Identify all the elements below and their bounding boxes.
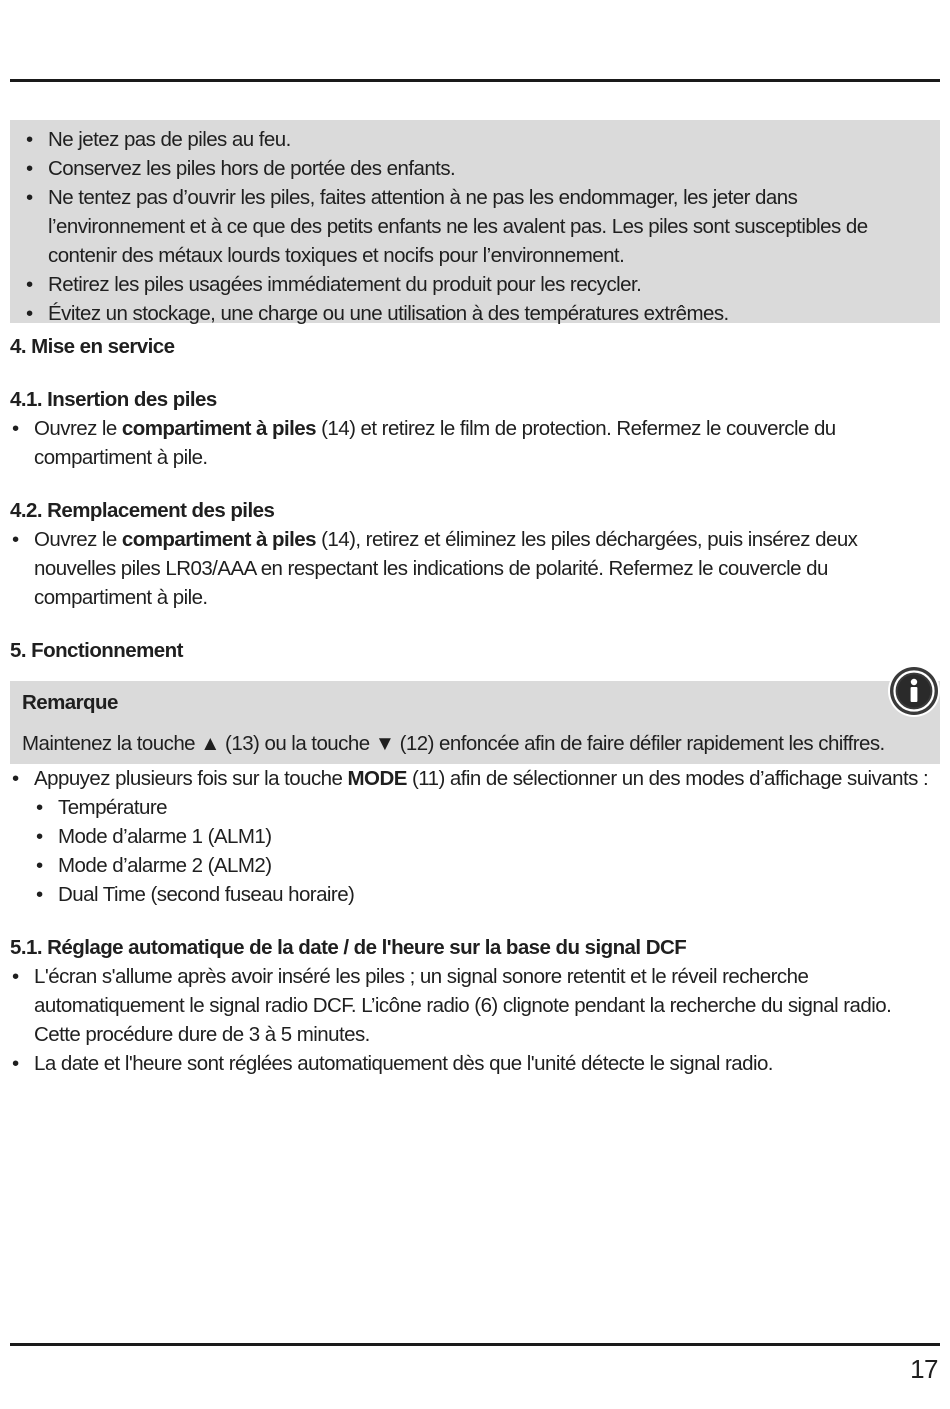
- insertion-text-suffix: (14) et retirez le film de protection. Refermez le couvercle du compartiment à pile.: [34, 417, 836, 469]
- replacement-list: [10, 525, 940, 612]
- list-item: • Évitez un stockage, une charge ou une utilisation à des températures extrêmes.: [24, 299, 930, 328]
- replacement-text-bold: compartiment à piles: [121, 528, 316, 551]
- mode-text-prefix: Appuyez plusieurs fois sur la touche: [34, 767, 348, 790]
- page-content: [10, 120, 940, 1078]
- replacement-text-suffix: (14), retirez et éliminez les piles déchargées, puis insérez deux nouvelles piles LR03/AAA en respectant les indications de polarité. Refermez le couvercle du compartiment à pile.: [34, 528, 858, 609]
- list-item: • Température: [34, 793, 940, 822]
- section-heading-fonctionnement: 5. Fonctionnement: [10, 639, 183, 662]
- subsection-heading-remplacement: 4.2. Remplacement des piles: [10, 499, 275, 522]
- list-item: [10, 525, 940, 612]
- note-box: [10, 681, 940, 764]
- battery-warning-box: [10, 120, 940, 323]
- list-item: [10, 414, 940, 472]
- list-item: • Mode d’alarme 2 (ALM2): [34, 851, 940, 880]
- top-rule: [10, 79, 940, 82]
- insertion-text-bold: compartiment à piles: [121, 417, 316, 440]
- mode-list: [10, 764, 940, 909]
- insertion-list: [10, 414, 940, 472]
- list-item: • Dual Time (second fuseau horaire): [34, 880, 940, 909]
- list-item: • Mode d’alarme 1 (ALM1): [34, 822, 940, 851]
- replacement-text-prefix: Ouvrez le: [34, 528, 122, 551]
- warning-list: [24, 125, 930, 328]
- info-icon: [887, 664, 941, 718]
- list-item: • La date et l'heure sont réglées automatiquement dès que l'unité détecte le signal radio.: [10, 1049, 940, 1078]
- subsection-heading-insertion: 4.1. Insertion des piles: [10, 388, 217, 411]
- insertion-text-prefix: Ouvrez le: [34, 417, 122, 440]
- list-item: • Ne jetez pas de piles au feu.: [24, 125, 930, 154]
- dcf-list: [10, 962, 940, 1078]
- note-title: Remarque: [22, 691, 118, 714]
- list-item: [10, 764, 940, 909]
- note-text: Maintenez la touche ▲ (13) ou la touche ▼ (12) enfoncée afin de faire défiler rapidement les chiffres.: [22, 732, 885, 755]
- section-heading-mise-en-service: 4. Mise en service: [10, 335, 175, 358]
- list-item: • Ne tentez pas d’ouvrir les piles, faites attention à ne pas les endommager, les jeter dans l’environnement et à ce que des petits enfants ne les avalent pas. Les piles sont susceptibles de contenir des métaux lourds toxiques et nocifs pour l’environnement.: [24, 183, 930, 270]
- subsection-heading-dcf: 5.1. Réglage automatique de la date / de l'heure sur la base du signal DCF: [10, 936, 687, 959]
- mode-text-bold: MODE: [347, 767, 407, 790]
- list-item: • Retirez les piles usagées immédiatement du produit pour les recycler.: [24, 270, 930, 299]
- page-number: 17: [910, 1354, 938, 1384]
- list-item: • L'écran s'allume après avoir inséré les piles ; un signal sonore retentit et le réveil recherche automatiquement le signal radio DCF. L’icône radio (6) clignote pendant la recherche du signal radio. Cette procédure dure de 3 à 5 minutes.: [10, 962, 940, 1049]
- bottom-rule: [10, 1343, 940, 1346]
- list-item: • Conservez les piles hors de portée des enfants.: [24, 154, 930, 183]
- display-modes-list: [34, 793, 940, 909]
- mode-text-suffix: (11) afin de sélectionner un des modes d’affichage suivants :: [406, 767, 929, 790]
